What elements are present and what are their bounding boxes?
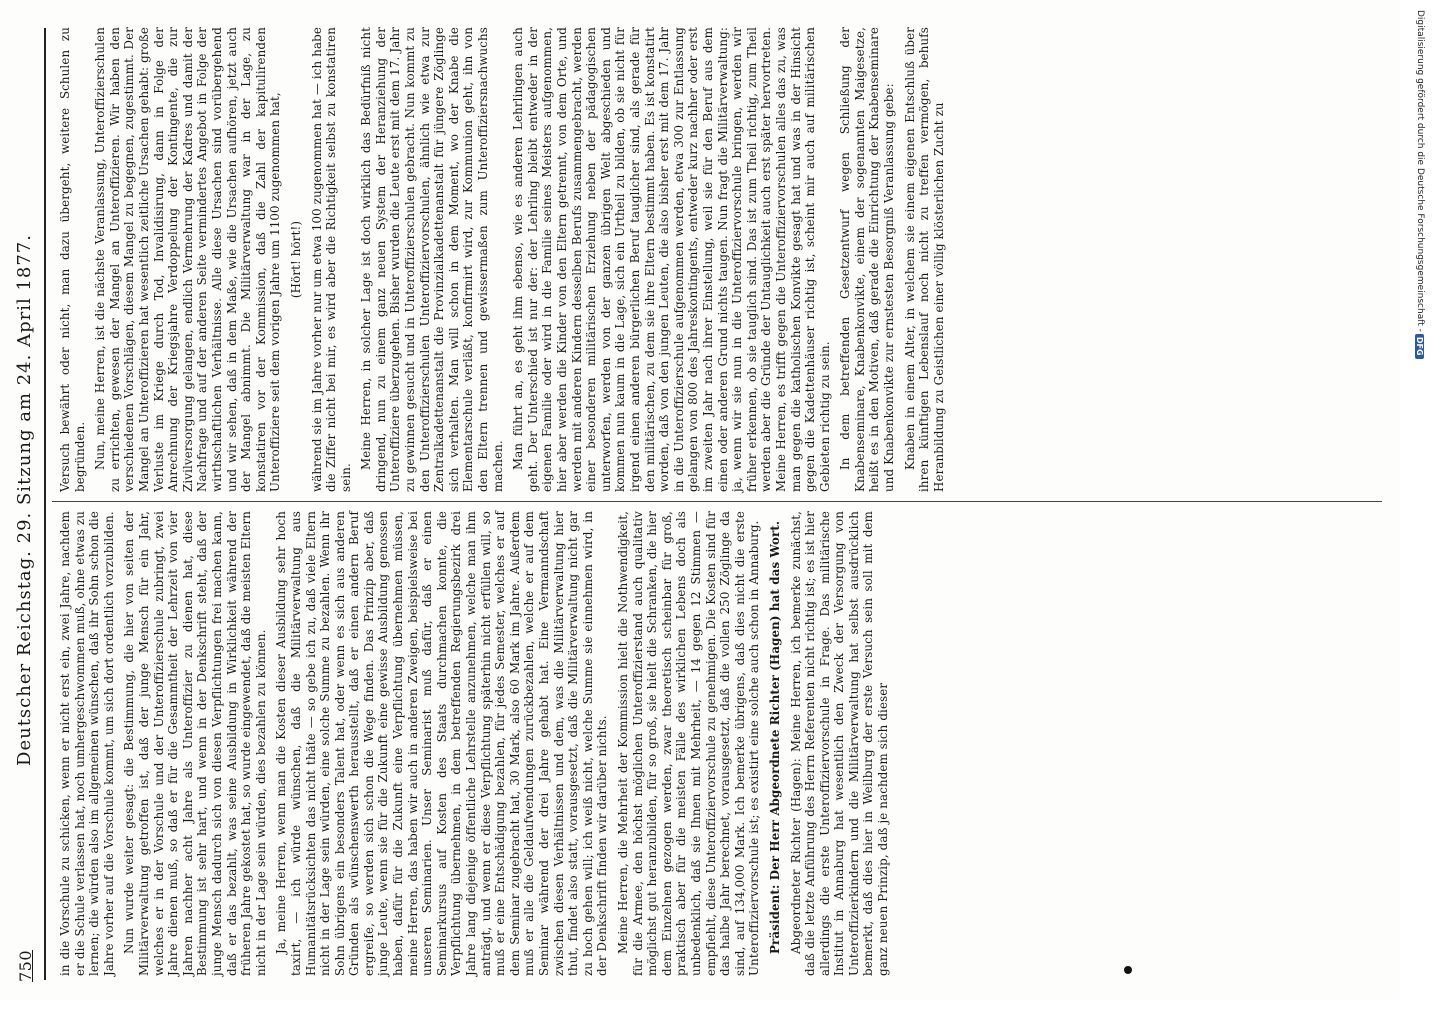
binding-hole-mark — [1124, 966, 1132, 974]
paragraph: Nun, meine Herren, ist die nächste Veranlassung, Unteroffizierschulen zu errichten, gewesen der Mangel an Unteroffizieren. Wir haben den verschiedenen Vorschlägen, diesem Mangel zu begegnen, zugestimmt. Der Mangel an Unteroffizieren hat wesentlich zeitliche Ursachen gehabt: große Verluste im Kriege durch Tod, Invalidisirung, dann in Folge der Anrechnung der Kriegsjahre Verdoppelung der Kontingente, die zur Zivilversorgung gelangen, endlich Vermehrung der Kadres und damit der Nachfrage und auf der anderen Seite vermindertes Angebot in Folge der wirthschaftlichen Verhältnisse. Alle diese Ursachen sind vorübergehend und wir sehen, daß in dem Maße, wie die Ursachen aufhören, jetzt auch der Mangel abnimmt. Die Militärverwaltung war in der Lage, zu konstatiren vor der Kommission, daß die Zahl der kapitulirenden Unteroffiziere seit dem vorigen Jahre um 1100 zugenommen hat, — [93, 27, 283, 492]
paragraph: Nun wurde weiter gesagt: die Bestimmung, die hier von seiten der Militärverwaltung getroffen ist, daß der junge Mensch für ein Jahr, welches er in der Vorschule und der Unteroffizierschule zubringt, zwei Jahre dienen muß, so daß er für die Gesammtheit der Lehrzeit von vier Jahren nachher acht Jahre als Unteroffizier zu dienen hat, diese Bestimmung ist sehr hart, und wenn in der Denkschrift steht, daß der junge Mensch dadurch sich von diesen Verpflichtungen frei machen kann, daß er das bezahlt, was seine Ausbildung in Wirklichkeit während der früheren Jahre gekostet hat, so wurde eingewendet, daß die meisten Eltern nicht in der Lage sein würden, dies bezahlen zu können. — [122, 511, 268, 976]
running-title: Deutscher Reichstag. 29. Sitzung am 24. April 1877. — [14, 234, 35, 766]
speaker-paragraph: Präsident: Der Herr Abgeordnete Richter (Hagen) hat das Wort. — [767, 520, 782, 954]
paragraph: Meine Herren, in solcher Lage ist doch wirklich das Bedürfniß nicht dringend, nun zu einem ganz neuen System der Heranziehung der Unteroffiziere überzugehen. Bisher wurden die Leute erst mit dem 17. Jahr zu gewinnen gesucht und in Unteroffizierschulen gebracht. Nun kommt zu den Unteroffizierschulen Unteroffiziervorschulen, ähnlich wie etwa zur Zentralkadettenanstalt die Provinzialkadettenanstalt für jüngere Zöglinge sich verhalten. Man will schon in dem Moment, wo der Knabe die Elementarschule verläßt, konfirmirt wird, zur Kommunion geht, ihn von den Eltern trennen und gewissermaßen zum Unteroffiziersnachwuchs machen. — [359, 27, 505, 492]
page-header — [0, 0, 40, 1000]
dfg-logo: DFG — [1416, 334, 1425, 359]
speaker-paragraph: Abgeordneter Richter (Hagen): Meine Herren, ich bemerke zunächst, daß die letzte Anführung des Herrn Referenten nicht richtig ist; es ist hier allerdings die erste Unteroffiziervorschule in Frage. Das militärische Institut in Annaburg hat wesentlich den Zweck der Versorgung von Unteroffizierkindern und die Militärverwaltung hat selbst ausdrücklich bemerkt, daß dies hier in Weilburg der erste Versuch sein soll mit dem ganz neuen Prinzip, daß je nachdem sich dieser — [788, 511, 891, 976]
interjection: (Hört! hört!) — [288, 220, 303, 299]
paragraph: Man führt an, es geht ihm ebenso, wie es anderen Lehrlingen auch geht. Der Unterschied ist nur der: der Lehrling bleibt entweder in der eigenen Familie oder wird in die Familie seines Meisters aufgenommen, hier aber werden die Kinder von den Eltern getrennt, von dem Orte, und werden mit anderen Kindern desselben Berufs zusammengebracht, werden einer besonderen militärischen Erziehung neben der pädagogischen unterworfen, werden von der ganzen übrigen Welt abgeschieden und kommen nun kaum in die Lage, sich ein Urtheil zu bilden, ob sie nicht für irgend einen anderen bürgerlichen Beruf tauglicher sind, als gerade für den militärischen, zu dem sie ihre Eltern bestimmt haben. Es ist konstatirt worden, daß von den jungen Leuten, die also bisher erst mit dem 17. Jahr in die Unteroffizierschule aufgenommen werden, etwa 300 zur Entlassung gelangen von 800 des Jahreskontingents, entweder kurz nachher oder erst im zweiten Jahr nach ihrer Einstellung, weil sie für den Beruf aus dem einen oder anderen Grund nichts taugen. Nun fragt die Militärverwaltung: ja, wenn wir sie nun in die Unteroffiziervorschule bringen, werden wir früher erkennen, ob sie tauglich sind. Das ist zum Theil richtig, zum Theil werden aber die Gründe der Untauglichkeit auch erst später hervortreten. Meine Herren, es trifft gegen die Unteroffiziervorschulen alles das zu, was man gegen die katholischen Konvikte gesagt hat und was in der Hinsicht gegen die Kadettenhäuser richtig ist, scheint mir auch auf militärischen Gebieten richtig zu sein. — [511, 27, 832, 492]
header-rule — [44, 28, 46, 980]
paragraph: In dem betreffenden Gesetzentwurf wegen Schließung der Knabenseminare, Knabenkonvikte, einem der sogenannten Maigesetze, heißt es in den Motiven, daß gerade die Einrichtung der Knabenseminare und Knabenkonvikte zur ernstesten Besorgniß Veranlassung gebe: — [838, 27, 897, 492]
paragraph: Meine Herren, die Mehrheit der Kommission hielt die Nothwendigkeit, für die Armee, den höchst möglichen Unteroffizierstand auch qualitativ möglichst gut heranzubilden, für so groß, sie hielt die Schranken, die hier dem Einzelnen gezogen werden, zwar theoretisch scheinbar für groß, praktisch aber für die meisten Fälle des wirklichen Lebens doch als unbedenklich, daß sie Ihnen mit Mehrheit, — 14 gegen 12 Stimmen — empfiehlt, diese Unteroffiziervorschule zu genehmigen. Die Kosten sind für das halbe Jahr berechnet, vorausgesetzt, daß die vollen 250 Zöglinge da sind, auf 134,000 Mark. Ich bemerke übrigens, daß dies nicht die erste Unteroffiziervorschule ist; es existirt eine solche auch schon in Annaburg. — [615, 511, 762, 976]
paragraph: Ja, meine Herren, wenn man die Kosten dieser Ausbildung sehr hoch taxirt, — ich würde wünschen, daß die Militärverwaltung aus Humanitätsrücksichten das nicht thäte — so gebe ich zu, daß viele Eltern nicht in der Lage sein würden, eine solche Summe zu bezahlen. Wenn ihr Sohn übrigens ein besonders Talent hat, oder wenn es sich aus anderen Gründen als wünschenswerth herausstellt, daß er einen andern Beruf ergreife, so werden sich schon die Wege finden. Das Prinzip aber, daß junge Leute, wenn sie für die Zukunft eine gewisse Ausbildung genossen haben, dafür für die Zukunft eine Verpflichtung übernehmen müssen, meine Herren, das haben wir auch in anderen Zweigen, beispielsweise bei unseren Seminarien. Unser Seminarist muß dafür, daß er einen Seminarkursus auf Kosten des Staats durchmachen konnte, die Verpflichtung übernehmen, in dem betreffenden Regierungsbezirk drei Jahre lang diejenige öffentliche Lehrstelle anzunehmen, welche man ihm anträgt, und wenn er diese Verpflichtung späterhin nicht erfüllen will, so muß er eine Entschädigung bezahlen, für jedes Semester, welches er auf dem Seminar zugebracht hat, 30 Mark, also 60 Mark im Jahre. Außerdem muß er alle die Geldaufwendungen zurückbezahlen, welche er auf dem Seminar während der drei Jahre gehabt hat. Eine Vermanndschaft zwischen diesen Verhältnissen und dem, was die Militärverwaltung hier thut, findet also statt, vorausgesetzt, daß die Militärverwaltung nicht gar zu hoch gehen will; ich weiß nicht, welche Summe sie einnehmen wird, in der Denkschrift finden wir darüber nichts. — [274, 511, 610, 976]
right-column — [58, 27, 1390, 492]
digitization-credit — [1408, 0, 1432, 1000]
credit-text: Digitalisierung gefördert durch die Deutsche Forschungsgemeinschaft - — [1415, 10, 1425, 332]
page-number: 750 — [16, 949, 35, 982]
paragraph: in die Vorschule zu schicken, wenn er nicht erst ein, zwei Jahre, nachdem er die Schule verlassen hat, noch umhergeschwommen muß, ohne etwas zu lernen; die würden also im allgemeinen wünschen, daß ihr Sohn schon die Jahre vorher auf die Vorschule kommt, um sich dort ordentlich vorzubilden. — [58, 511, 116, 976]
column-divider — [52, 501, 1382, 502]
quotation: Knaben in einem Alter, in welchem sie einem eigenen Entschluß über ihren künftigen Lebenslauf noch nicht zu treffen vermögen, behufs Heranbildung zu Geistlichen einer völlig klösterlichen Zucht zu — [902, 27, 946, 492]
left-column — [58, 511, 1390, 976]
paragraph: während sie im Jahre vorher nur um etwa 100 zugenommen hat — ich habe die Ziffer nicht bei mir, es wird aber die Richtigkeit selbst zu konstatiren sein. — [309, 27, 353, 492]
paragraph: Versuch bewährt oder nicht, man dazu übergeht, weitere Schulen zu begründen. — [58, 27, 87, 492]
